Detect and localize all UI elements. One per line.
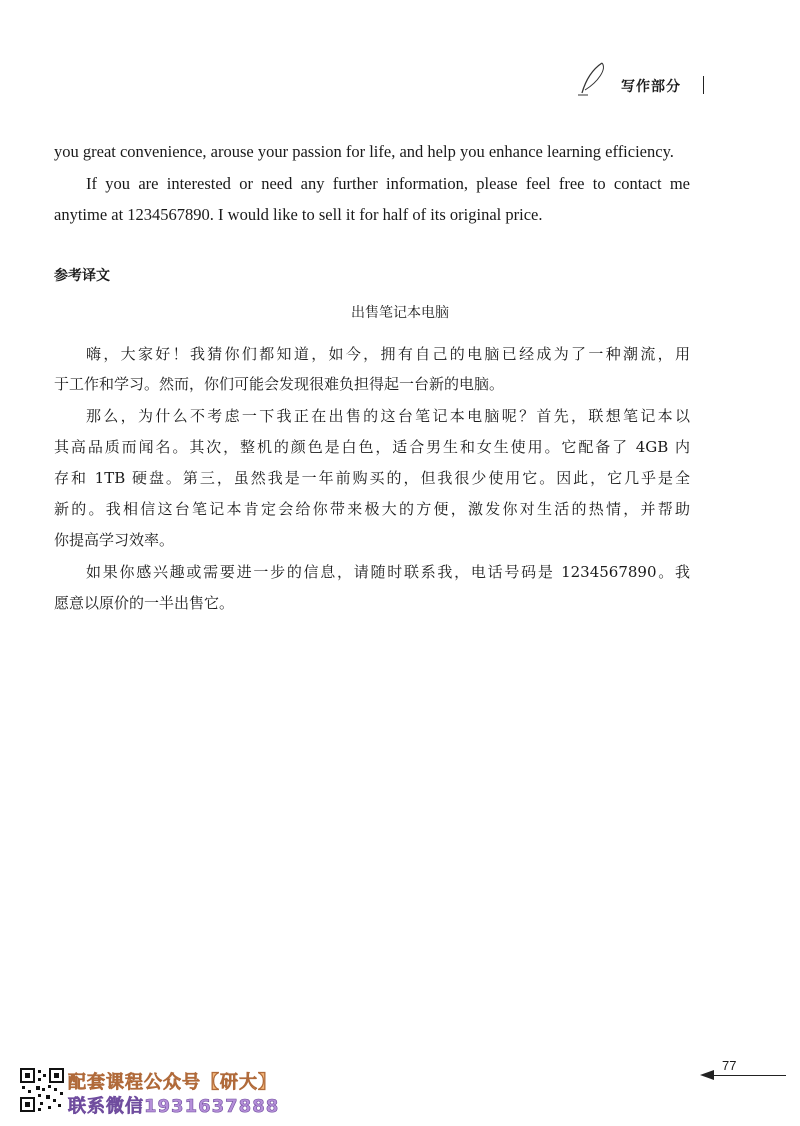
qr-code-icon (20, 1068, 64, 1112)
translation-heading: 参考译文 (54, 268, 110, 284)
translation-line-7: 你提高学习效率。 (54, 531, 175, 549)
watermark-line-1: 配套课程公众号【研大】 (68, 1072, 277, 1093)
translation-line-1: 嗨，大家好！我猜你们都知道，如今，拥有自己的电脑已经成为了一种潮流，用 (86, 345, 690, 363)
english-line-1: you great convenience, arouse your passion for life, and help you enhance learning efficiency. (54, 142, 674, 161)
translation-line-5: 存和 1TB 硬盘。第三，虽然我是一年前购买的，但我很少使用它。因此，它几乎是全 (54, 469, 690, 487)
header-divider (703, 76, 704, 94)
footer-triangle (700, 1070, 714, 1080)
translation-line-8: 如果你感兴趣或需要进一步的信息，请随时联系我，电话号码是 1234567890。我 (86, 563, 690, 581)
translation-line-9: 愿意以原价的一半出售它。 (54, 594, 235, 612)
watermark-line-2: 联系微信1931637888 (68, 1096, 280, 1117)
page-number: 77 (722, 1058, 737, 1073)
translation-line-4: 其高品质而闻名。其次，整机的颜色是白色，适合男生和女生使用。它配备了 4GB 内 (54, 438, 690, 456)
translation-line-3: 那么，为什么不考虑一下我正在出售的这台笔记本电脑呢？首先，联想笔记本以 (86, 407, 690, 425)
translation-line-6: 新的。我相信这台笔记本肯定会给你带来极大的方便，激发你对生活的热情，并帮助 (54, 500, 690, 518)
translation-line-2: 于工作和学习。然而，你们可能会发现很难负担得起一台新的电脑。 (54, 375, 505, 393)
footer-rule (714, 1075, 786, 1076)
quill-icon (576, 60, 610, 98)
english-line-2: If you are interested or need any further information, please feel free to contact me (86, 174, 690, 193)
translation-title: 出售笔记本电脑 (351, 305, 449, 321)
english-line-3: anytime at 1234567890. I would like to sell it for half of its original price. (54, 205, 543, 224)
section-label: 写作部分 (621, 79, 681, 95)
